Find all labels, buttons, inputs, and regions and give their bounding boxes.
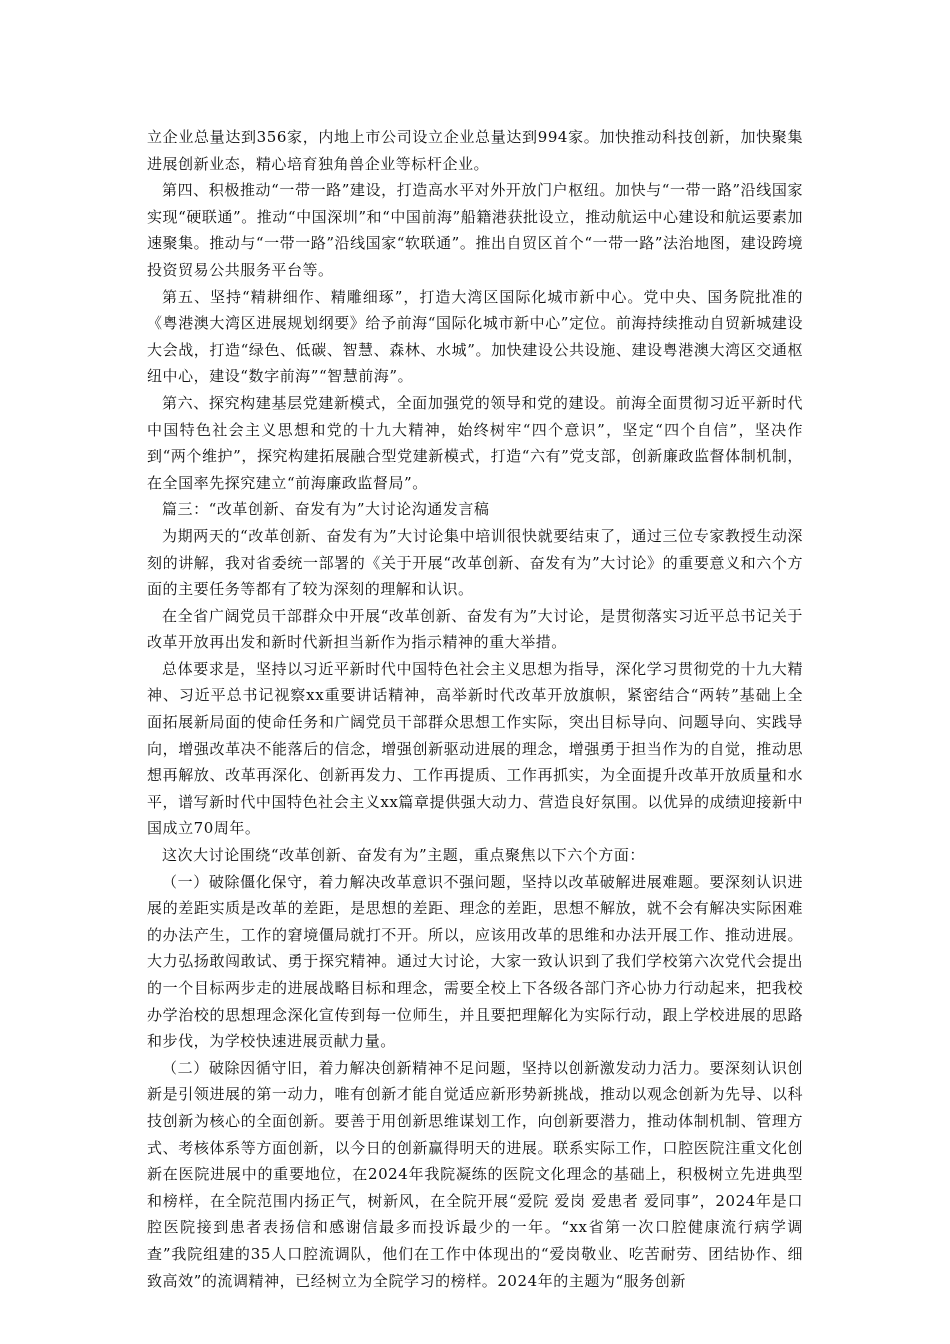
paragraph-aspect-one: （一）破除僵化保守，着力解决改革意识不强问题，坚持以改革破解进展难题。要深刻认识进展的差距实质是改革的差距，是思想的差距、理念的差距，思想不解放，就不会有解决实际困难的办法产生，工作的窘境僵局就打不开。所以，应该用改革的思维和办法开展工作、推动进展。大力弘扬敢闯敢试、勇于探究精神。通过大讨论，大家一致认识到了我们学校第六次党代会提出的一个目标两步走的进展战略目标和理念，需要全校上下各级各部门齐心协力行动起来，把我校办学治校的思想理念深化宣传到每一位师生，并且要把理解化为实际行动，跟上学校进展的思路和步伐，为学校快速进展贡献力量。 (147, 872, 803, 1051)
paragraph-intro: 为期两天的“改革创新、奋发有为”大讨论集中培训很快就要结束了，通过三位专家教授生动深刻的讲解，我对省委统一部署的《关于开展“改革创新、奋发有为”大讨论》的重要意义和六个方面的主要任务等都有了较为深刻的理解和认识。 (147, 526, 803, 599)
paragraph-continuation: 立企业总量达到356家，内地上市公司设立企业总量达到994家。加快推动科技创新，加快聚集进展创新业态，精心培育独角兽企业等标杆企业。 (147, 128, 803, 173)
paragraph-aspect-two: （二）破除因循守旧，着力解决创新精神不足问题，坚持以创新激发动力活力。要深刻认识创新是引领进展的第一动力，唯有创新才能自觉适应新形势新挑战，推动以观念创新为先导、以科技创新为核心的全面创新。要善于用创新思维谋划工作，向创新要潜力，推动体制机制、管理方式、考核体系等方面创新，以今日的创新赢得明天的进展。联系实际工作，口腔医院注重文化创新在医院进展中的重要地位，在2024年我院凝练的医院文化理念的基础上，积极树立先进典型和榜样，在全院范围内扬正气，树新风，在全院开展“爱院 爱岗 爱患者 爱同事”，2024年是口腔医院接到患者表扬信和感谢信最多而投诉最少的一年。“xx省第一次口腔健康流行病学调查”我院组建的35人口腔流调队，他们在工作中体现出的“爱岗敬业、吃苦耐劳、团结协作、细致高效”的流调精神，已经树立为全院学习的榜样。2024年的主题为“服务创新 (147, 1058, 803, 1290)
paragraph-requirements: 总体要求是，坚持以习近平新时代中国特色社会主义思想为指导，深化学习贯彻党的十九大精神、习近平总书记视察xx重要讲话精神，高举新时代改革开放旗帜，紧密结合“两转”基础上全面拓展新局面的使命任务和广阔党员干部群众思想工作实际，突出目标导向、问题导向、实践导向，增强改革决不能落后的信念，增强创新驱动进展的理念，增强勇于担当作为的自觉，推动思想再解放、改革再深化、创新再发力、工作再提质、工作再抓实，为全面提升改革开放质量和水平，谱写新时代中国特色社会主义xx篇章提供强大动力、营造良好氛围。以优异的成绩迎接新中国成立70周年。 (147, 659, 803, 838)
paragraph-point-four: 第四、积极推动“一带一路”建设，打造高水平对外开放门户枢纽。加快与“一带一路”沿线国家实现“硬联通”。推动“中国深圳”和“中国前海”船籍港获批设立，推动航运中心建设和航运要素加速聚集。推动与“一带一路”沿线国家“软联通”。推出自贸区首个“一带一路”法治地图，建设跨境投资贸易公共服务平台等。 (147, 181, 803, 279)
paragraph-point-six: 第六、探究构建基层党建新模式，全面加强党的领导和党的建设。前海全面贯彻习近平新时代中国特色社会主义思想和党的十九大精神，始终树牢“四个意识”，坚定“四个自信”，坚决作到“两个维护”，探究构建拓展融合型党建新模式，打造“六有”党支部，创新廉政监督体制机制，在全国率先探究建立“前海廉政监督局”。 (147, 393, 803, 492)
document-body (147, 124, 803, 1294)
section-heading: 篇三：“改革创新、奋发有为”大讨论沟通发言稿 (162, 500, 490, 519)
paragraph-significance: 在全省广阔党员干部群众中开展“改革创新、奋发有为”大讨论，是贯彻落实习近平总书记关于改革开放再出发和新时代新担当新作为指示精神的重大举措。 (147, 606, 803, 652)
paragraph-point-five: 第五、坚持“精耕细作、精雕细琢”，打造大湾区国际化城市新中心。党中央、国务院批准的《粤港澳大湾区进展规划纲要》给予前海“国际化城市新中心”定位。前海持续推动自贸新城建设大会战，打造“绿色、低碳、智慧、森林、水城”。加快建设公共设施、建设粤港澳大湾区交通枢纽中心，建设“数字前海”“智慧前海”。 (147, 287, 803, 386)
paragraph-six-aspects: 这次大讨论围绕“改革创新、奋发有为”主题，重点聚焦以下六个方面： (162, 846, 645, 865)
